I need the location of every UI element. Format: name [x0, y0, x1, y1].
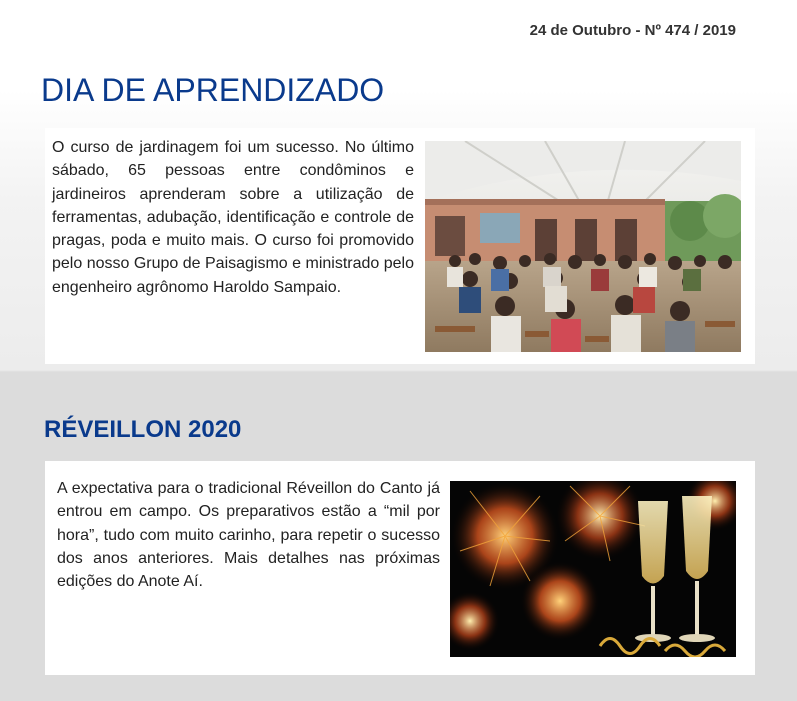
article-body-reveillon: A expectativa para o tradicional Réveillon do Canto já entrou em campo. Os preparativos estão a “mil por hora”, tudo com muito carinho, para repetir o sucesso dos anos anteriores. Mais detalhes nas próximas edições do Anote Aí. [57, 480, 440, 591]
section-title-reveillon: RÉVEILLON 2020 [44, 416, 242, 443]
article-body-aprendizado: O curso de jardinagem foi um sucesso. No último sábado, 65 pessoas entre condôminos e jardineiros aprenderam sobre a utilização de ferramentas, adubação, identificação e controle de pragas, poda e muito mais. O curso foi promovido pelo nosso Grupo de Paisagismo e ministrado pelo engenheiro agrônomo Haroldo Sampaio. [52, 139, 414, 296]
photo-audience-under-tent [425, 141, 741, 352]
issue-date: 24 de Outubro - Nº 474 / 2019 [529, 22, 736, 39]
photo-fireworks-champagne [450, 481, 736, 657]
section-title-aprendizado: DIA DE APRENDIZADO [41, 72, 385, 108]
